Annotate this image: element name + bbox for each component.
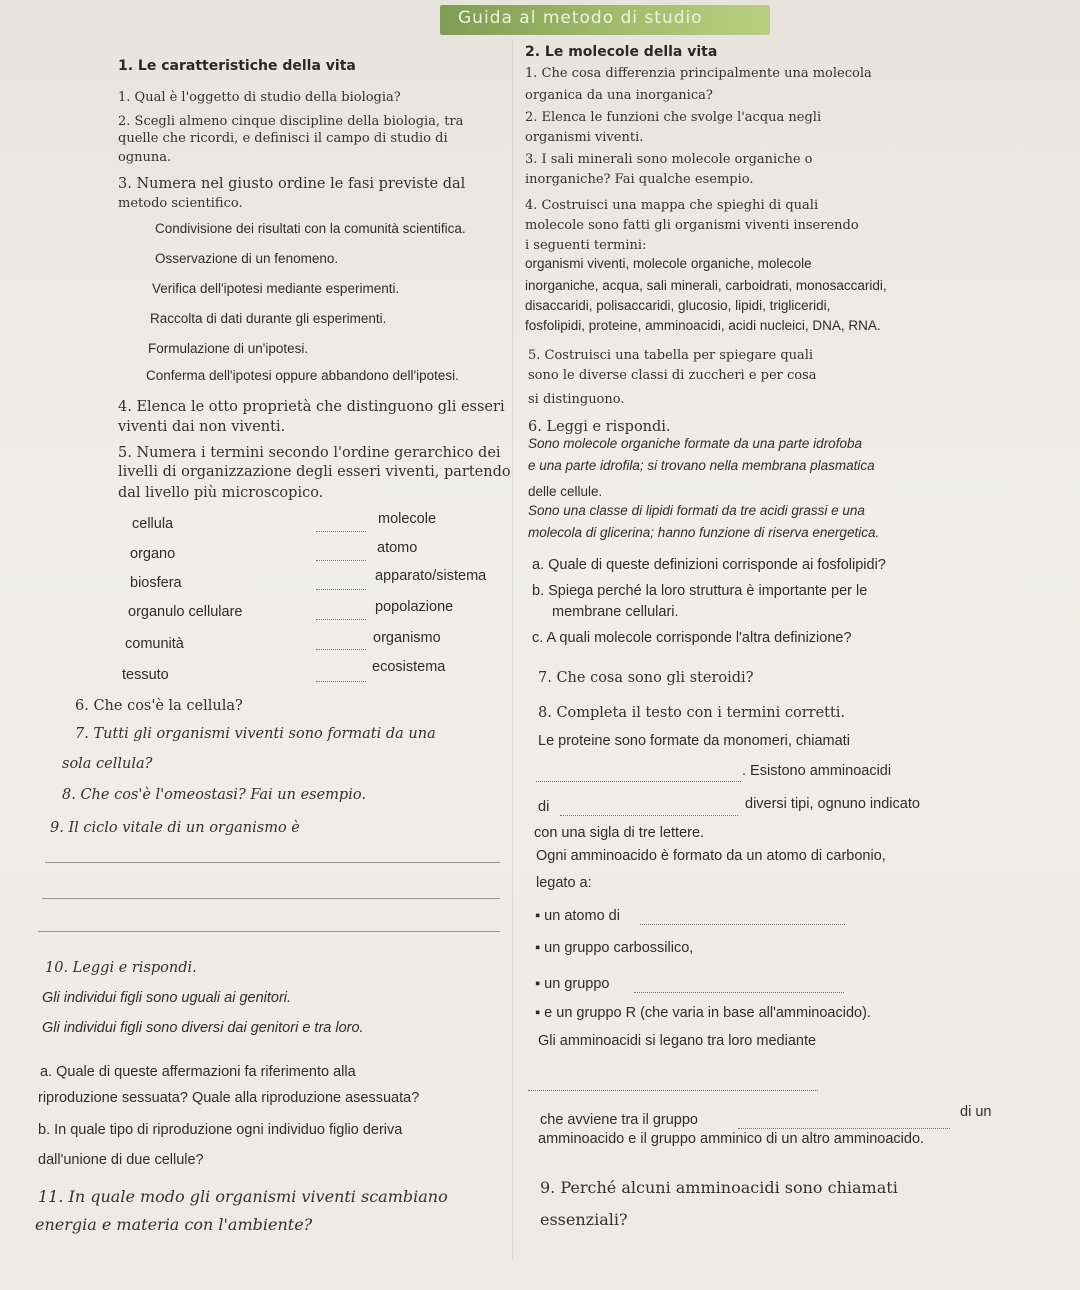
s2-q8-text-l4: con una sigla di tre lettere. [534, 825, 705, 841]
s2-q8-text-l3b: diversi tipi, ognuno indicato [745, 796, 920, 812]
fill-blank[interactable] [528, 1090, 818, 1091]
level-left-5: comunità [125, 636, 184, 652]
s2-q4-line2: molecole sono fatti gli organismi viventi inserendo [525, 218, 859, 233]
s2-q4-terms-4: fosfolipidi, proteine, amminoacidi, acidi nucleici, DNA, RNA. [525, 318, 881, 333]
level-right-3: apparato/sistema [375, 568, 487, 584]
s2-q8-bullet1: ▪ un atomo di [535, 908, 620, 924]
level-blank[interactable] [316, 681, 366, 682]
s2-q7: 7. Che cosa sono gli steroidi? [538, 670, 754, 686]
s2-q8-text-l5: Ogni amminoacido è formato da un atomo di carbonio, [536, 848, 886, 864]
s2-q6-def2-line1: Sono una classe di lipidi formati da tre acidi grassi e una [528, 503, 865, 518]
level-left-3: biosfera [130, 575, 182, 591]
s2-q6-def1-line2: e una parte idrofila; si trovano nella membrana plasmatica [528, 458, 875, 473]
level-right-2: atomo [377, 540, 418, 556]
s2-q3-line2: inorganiche? Fai qualche esempio. [525, 172, 754, 187]
banner [440, 5, 770, 35]
s2-q8-text-l2: . Esistono amminoacidi [742, 763, 892, 779]
s2-q6-def1-line3: delle cellule. [528, 484, 603, 499]
column-divider [512, 40, 513, 1260]
s2-q1-line1: 1. Che cosa differenzia principalmente una molecola [525, 66, 872, 81]
s2-q8-text-l7: Gli amminoacidi si legano tra loro mediante [538, 1033, 817, 1049]
s1-q5-line1: 5. Numera i termini secondo l'ordine gerarchico dei [118, 445, 501, 461]
s1-q11-line2: energia e materia con l'ambiente? [35, 1215, 313, 1234]
fill-blank[interactable] [634, 992, 844, 993]
s1-q10-a-line1: a. Quale di queste affermazioni fa riferimento alla [40, 1064, 356, 1080]
s1-q2-line2: quelle che ricordi, e definisci il campo di studio di [118, 131, 448, 146]
method-step-5: Formulazione di un'ipotesi. [148, 341, 309, 356]
s1-q10-statement2: Gli individui figli sono diversi dai genitori e tra loro. [42, 1020, 364, 1036]
s1-q3-line2: metodo scientifico. [118, 196, 243, 211]
fill-blank[interactable] [536, 781, 741, 782]
level-right-5: organismo [373, 630, 441, 646]
level-left-1: cellula [132, 516, 174, 532]
s1-q6: 6. Che cos'è la cellula? [75, 698, 243, 714]
s2-q6-title: 6. Leggi e rispondi. [528, 419, 671, 435]
s1-q5-line3: dal livello più microscopico. [118, 485, 324, 501]
s2-q6-c: c. A quali molecole corrisponde l'altra definizione? [532, 630, 852, 646]
answer-line[interactable] [42, 898, 500, 899]
s2-q4-terms-2: inorganiche, acqua, sali minerali, carboidrati, monosaccaridi, [525, 278, 887, 293]
s1-q10-title: 10. Leggi e rispondi. [45, 960, 197, 976]
s1-q4-line1: 4. Elenca le otto proprietà che distinguono gli esseri [118, 399, 505, 415]
s2-q1-line2: organica da una inorganica? [525, 88, 713, 103]
section2-title: 2. Le molecole della vita [525, 44, 718, 60]
level-right-4: popolazione [375, 599, 454, 615]
s2-q6-b-line2: membrane cellulari. [552, 604, 679, 620]
s2-q8-title: 8. Completa il testo con i termini corretti. [538, 705, 846, 721]
s2-q4-terms-3: disaccaridi, polisaccaridi, glucosio, lipidi, trigliceridi, [525, 298, 831, 313]
s1-q10-b-line1: b. In quale tipo di riproduzione ogni individuo figlio deriva [38, 1122, 403, 1138]
s2-q8-bullet2: ▪ un gruppo carbossilico, [535, 940, 693, 956]
s2-q8-bullet4: ▪ e un gruppo R (che varia in base all'amminoacido). [535, 1005, 871, 1021]
s1-q2-line1: 2. Scegli almeno cinque discipline della biologia, tra [118, 114, 464, 129]
s2-q6-def2-line2: molecola di glicerina; hanno funzione di riserva energetica. [528, 525, 880, 540]
level-right-1: molecole [378, 511, 437, 527]
banner-title: Guida al metodo di studio [458, 8, 703, 28]
level-blank[interactable] [316, 649, 366, 650]
method-step-4: Raccolta di dati durante gli esperimenti. [150, 311, 387, 326]
s2-q4-line3: i seguenti termini: [525, 238, 647, 253]
s2-q2-line1: 2. Elenca le funzioni che svolge l'acqua negli [525, 110, 822, 125]
s2-q8-text-l6: legato a: [536, 875, 592, 891]
s1-q11-line1: 11. In quale modo gli organismi viventi scambiano [38, 1187, 448, 1206]
level-left-4: organulo cellulare [128, 604, 243, 620]
s2-q9-line2: essenziali? [540, 1210, 628, 1229]
s2-q6-b-line1: b. Spiega perché la loro struttura è importante per le [532, 583, 868, 599]
level-left-6: tessuto [122, 667, 169, 683]
s2-q4-line1: 4. Costruisci una mappa che spieghi di quali [525, 198, 819, 213]
s1-q9: 9. Il ciclo vitale di un organismo è [50, 820, 300, 836]
fill-blank[interactable] [560, 815, 738, 816]
s1-q10-b-line2: dall'unione di due cellule? [38, 1152, 204, 1168]
s2-q8-text-l8a: che avviene tra il gruppo [540, 1112, 698, 1128]
fill-blank[interactable] [738, 1128, 950, 1129]
section1-title: 1. Le caratteristiche della vita [118, 58, 356, 74]
s2-q8-text-l9: amminoacido e il gruppo amminico di un altro amminoacido. [538, 1131, 925, 1147]
level-right-6: ecosistema [372, 659, 446, 675]
s1-q2-line3: ognuna. [118, 150, 172, 165]
s1-q5-line2: livelli di organizzazione degli esseri viventi, partendo [118, 464, 511, 480]
s2-q8-text-l3a: di [538, 799, 550, 815]
s2-q5-line2: sono le diverse classi di zuccheri e per cosa [528, 368, 817, 383]
s2-q4-terms-1: organismi viventi, molecole organiche, molecole [525, 256, 812, 271]
s2-q6-a: a. Quale di queste definizioni corrisponde ai fosfolipidi? [532, 557, 886, 573]
method-step-2: Osservazione di un fenomeno. [155, 251, 339, 266]
method-step-3: Verifica dell'ipotesi mediante esperimenti. [152, 281, 400, 296]
s1-q8: 8. Che cos'è l'omeostasi? Fai un esempio. [62, 787, 366, 803]
answer-line[interactable] [38, 931, 500, 932]
s2-q3-line1: 3. I sali minerali sono molecole organiche o [525, 152, 813, 167]
s2-q8-text-l1: Le proteine sono formate da monomeri, chiamati [538, 733, 850, 749]
level-blank[interactable] [316, 619, 366, 620]
s1-q10-a-line2: riproduzione sessuata? Quale alla riproduzione asessuata? [38, 1090, 420, 1106]
s2-q9-line1: 9. Perché alcuni amminoacidi sono chiamati [540, 1178, 898, 1197]
answer-line[interactable] [45, 862, 500, 863]
s1-q7-line2: sola cellula? [62, 756, 153, 772]
s2-q5-line3: si distinguono. [528, 392, 625, 407]
s1-q3-line1: 3. Numera nel giusto ordine le fasi previste dal [118, 176, 466, 192]
s2-q2-line2: organismi viventi. [525, 130, 644, 145]
level-blank[interactable] [316, 531, 366, 532]
s1-q1: 1. Qual è l'oggetto di studio della biologia? [118, 90, 401, 105]
s2-q8-text-l8b: di un [960, 1104, 992, 1120]
level-blank[interactable] [316, 589, 366, 590]
s2-q5-line1: 5. Costruisci una tabella per spiegare quali [528, 348, 814, 363]
method-step-1: Condivisione dei risultati con la comunità scientifica. [155, 221, 466, 236]
s1-q10-statement1: Gli individui figli sono uguali ai genitori. [42, 990, 292, 1006]
s2-q8-bullet3: ▪ un gruppo [535, 976, 609, 992]
s1-q7-line1: 7. Tutti gli organismi viventi sono formati da una [75, 726, 436, 742]
s1-q4-line2: viventi dai non viventi. [118, 419, 286, 435]
level-blank[interactable] [316, 560, 366, 561]
method-step-6: Conferma dell'ipotesi oppure abbandono dell'ipotesi. [146, 368, 459, 383]
level-left-2: organo [130, 546, 176, 562]
s2-q6-def1-line1: Sono molecole organiche formate da una parte idrofoba [528, 436, 862, 451]
fill-blank[interactable] [640, 924, 845, 925]
